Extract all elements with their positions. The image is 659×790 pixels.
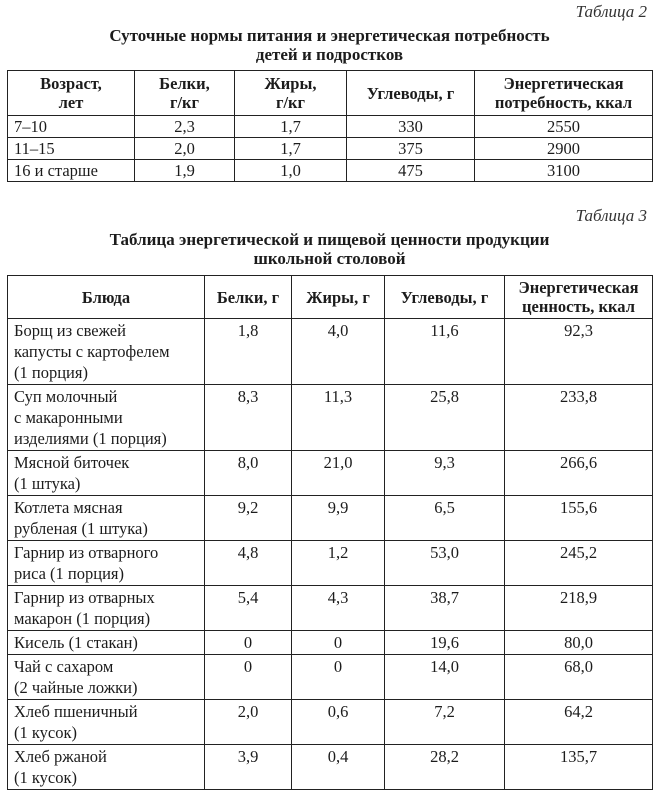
- table3-column-header: [8, 276, 205, 319]
- daily-norms-table: [7, 70, 653, 182]
- table-row: [8, 700, 653, 745]
- dish-line: рубленая (1 штука): [14, 519, 148, 538]
- value-cell: 8,0: [205, 451, 292, 496]
- dish-cell: [8, 385, 205, 451]
- header-line: Белки, г: [216, 287, 280, 307]
- value-cell: 2,0: [135, 138, 235, 160]
- value-cell: 245,2: [505, 541, 653, 586]
- value-cell: 330: [347, 116, 475, 138]
- dish-cell: [8, 586, 205, 631]
- table-row: [8, 116, 653, 138]
- table-row: [8, 541, 653, 586]
- value-cell: 1,7: [235, 138, 347, 160]
- value-cell: 2900: [475, 138, 653, 160]
- value-cell: 92,3: [505, 319, 653, 385]
- value-cell: 68,0: [505, 655, 653, 700]
- dish-line: Хлеб ржаной: [14, 747, 107, 766]
- value-cell: 80,0: [505, 631, 653, 655]
- table2-title-line2: детей и подростков: [255, 45, 404, 64]
- header-line: Жиры,: [264, 74, 317, 93]
- table2-body: [8, 116, 653, 182]
- value-cell: 218,9: [505, 586, 653, 631]
- table3-title: [0, 230, 659, 268]
- dish-line: Борщ из свежей: [14, 321, 126, 340]
- header-line: Энергетическая: [503, 74, 624, 93]
- dish-line: Гарнир из отварных: [14, 588, 155, 607]
- header-line: Жиры, г: [306, 287, 370, 307]
- value-cell: 53,0: [385, 541, 505, 586]
- value-cell: 2550: [475, 116, 653, 138]
- value-cell: 11,3: [292, 385, 385, 451]
- dish-cell: [8, 541, 205, 586]
- table-row: [8, 451, 653, 496]
- dish-line: (1 порция): [14, 363, 88, 382]
- dish-line: (1 кусок): [14, 768, 77, 787]
- dish-cell: [8, 496, 205, 541]
- header-line: Углеводы, г: [400, 287, 489, 307]
- value-cell: 0: [205, 631, 292, 655]
- table2-column-header: [8, 71, 135, 116]
- table-row: [8, 496, 653, 541]
- value-cell: 9,9: [292, 496, 385, 541]
- table-row: [8, 160, 653, 182]
- value-cell: 1,8: [205, 319, 292, 385]
- dish-cell: [8, 319, 205, 385]
- value-cell: 2,3: [135, 116, 235, 138]
- value-cell: 19,6: [385, 631, 505, 655]
- value-cell: 8,3: [205, 385, 292, 451]
- dish-line: капусты с картофелем: [14, 342, 170, 361]
- age-cell: 16 и старше: [8, 160, 135, 182]
- dish-line: макарон (1 порция): [14, 609, 151, 628]
- table-row: [8, 655, 653, 700]
- value-cell: 233,8: [505, 385, 653, 451]
- dish-cell: [8, 631, 205, 655]
- dish-line: (1 штука): [14, 474, 81, 493]
- header-line: лет: [58, 93, 84, 112]
- value-cell: 1,9: [135, 160, 235, 182]
- table2-caption: Таблица 2: [575, 2, 647, 21]
- table2-column-header: [347, 71, 475, 116]
- value-cell: 1,0: [235, 160, 347, 182]
- value-cell: 1,2: [292, 541, 385, 586]
- dish-line: с макаронными: [14, 408, 123, 427]
- value-cell: 1,7: [235, 116, 347, 138]
- dish-line: риса (1 порция): [14, 564, 124, 583]
- header-line: ценность, ккал: [522, 297, 635, 316]
- value-cell: 5,4: [205, 586, 292, 631]
- value-cell: 0: [292, 631, 385, 655]
- value-cell: 475: [347, 160, 475, 182]
- header-line: Белки,: [159, 74, 210, 93]
- value-cell: 266,6: [505, 451, 653, 496]
- header-line: Блюда: [81, 287, 131, 307]
- dish-line: изделиями (1 порция): [14, 429, 167, 448]
- table3-column-header: [292, 276, 385, 319]
- value-cell: 6,5: [385, 496, 505, 541]
- table3-title-line2: школьной столовой: [253, 249, 406, 268]
- value-cell: 0,4: [292, 745, 385, 790]
- dish-line: (2 чайные ложки): [14, 678, 138, 697]
- school-canteen-nutrition-table: [7, 275, 653, 790]
- value-cell: 4,3: [292, 586, 385, 631]
- value-cell: 11,6: [385, 319, 505, 385]
- table3-title-line1: Таблица энергетической и пищевой ценности продукции: [109, 230, 550, 249]
- table-row: [8, 631, 653, 655]
- value-cell: 9,2: [205, 496, 292, 541]
- value-cell: 375: [347, 138, 475, 160]
- value-cell: 2,0: [205, 700, 292, 745]
- table-row: [8, 138, 653, 160]
- value-cell: 3100: [475, 160, 653, 182]
- header-line: Углеводы, г: [366, 83, 455, 103]
- table2-title: [0, 26, 659, 64]
- table-row: [8, 385, 653, 451]
- table2-column-header: [475, 71, 653, 116]
- table-row: [8, 319, 653, 385]
- value-cell: 0: [205, 655, 292, 700]
- table2-column-header: [235, 71, 347, 116]
- dish-cell: [8, 655, 205, 700]
- dish-line: Котлета мясная: [14, 498, 123, 517]
- dish-line: Суп молочный: [14, 387, 118, 406]
- table3-column-header: [385, 276, 505, 319]
- value-cell: 0: [292, 655, 385, 700]
- value-cell: 25,8: [385, 385, 505, 451]
- table2-column-header: [135, 71, 235, 116]
- value-cell: 21,0: [292, 451, 385, 496]
- table3-caption: Таблица 3: [575, 206, 647, 225]
- value-cell: 0,6: [292, 700, 385, 745]
- header-line: Возраст,: [40, 74, 102, 93]
- value-cell: 155,6: [505, 496, 653, 541]
- value-cell: 4,0: [292, 319, 385, 385]
- age-cell: 11–15: [8, 138, 135, 160]
- value-cell: 7,2: [385, 700, 505, 745]
- table3-header-row: [8, 276, 653, 319]
- table3-column-header: [505, 276, 653, 319]
- dish-line: (1 кусок): [14, 723, 77, 742]
- table-row: [8, 745, 653, 790]
- header-line: Энергетическая: [518, 278, 639, 297]
- header-line: г/кг: [169, 93, 200, 112]
- dish-cell: [8, 745, 205, 790]
- value-cell: 135,7: [505, 745, 653, 790]
- table-row: [8, 586, 653, 631]
- table2-header-row: [8, 71, 653, 116]
- dish-line: Хлеб пшеничный: [14, 702, 138, 721]
- header-line: потребность, ккал: [494, 93, 633, 112]
- table2-title-line1: Суточные нормы питания и энергетическая потребность: [109, 26, 550, 45]
- value-cell: 28,2: [385, 745, 505, 790]
- value-cell: 4,8: [205, 541, 292, 586]
- dish-line: Чай с сахаром: [14, 657, 114, 676]
- value-cell: 14,0: [385, 655, 505, 700]
- table3-body: [8, 319, 653, 790]
- dish-line: Мясной биточек: [14, 453, 130, 472]
- value-cell: 9,3: [385, 451, 505, 496]
- dish-line: Гарнир из отварного: [14, 543, 159, 562]
- age-cell: 7–10: [8, 116, 135, 138]
- value-cell: 64,2: [505, 700, 653, 745]
- table3-column-header: [205, 276, 292, 319]
- value-cell: 3,9: [205, 745, 292, 790]
- value-cell: 38,7: [385, 586, 505, 631]
- dish-cell: [8, 451, 205, 496]
- header-line: г/кг: [275, 93, 306, 112]
- dish-line: Кисель (1 стакан): [14, 633, 138, 652]
- dish-cell: [8, 700, 205, 745]
